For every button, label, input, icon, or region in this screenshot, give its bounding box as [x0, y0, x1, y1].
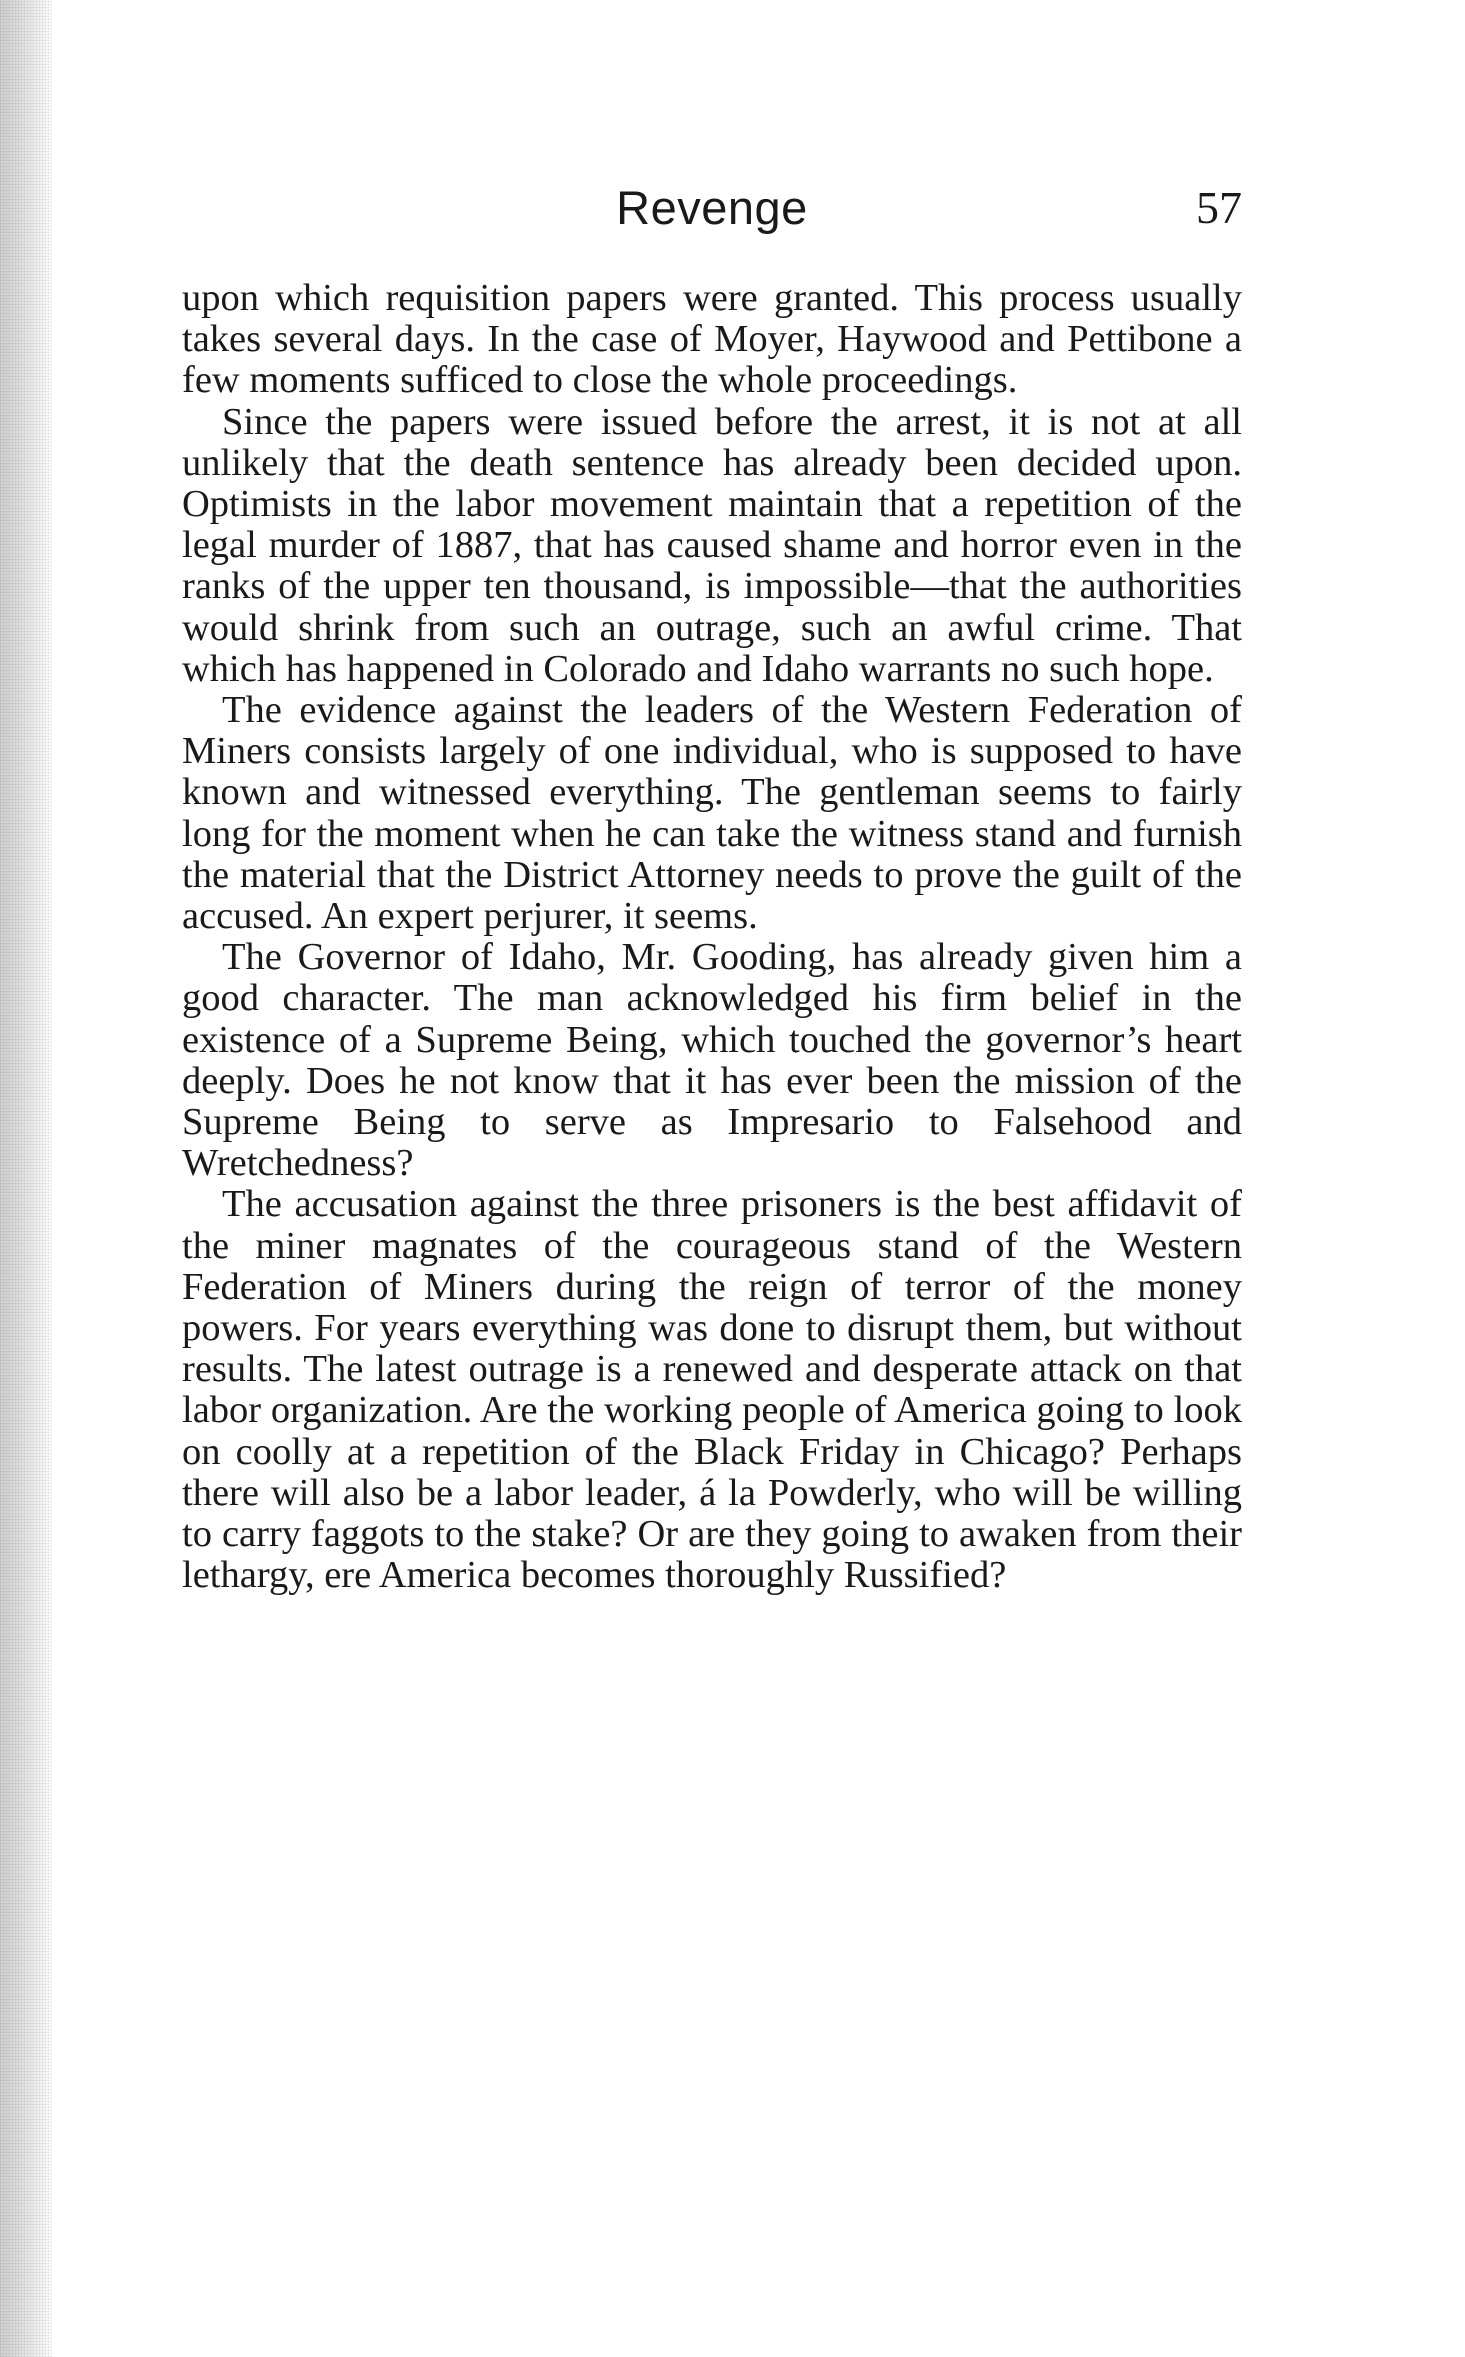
- running-title: Revenge: [616, 181, 808, 234]
- paragraph: The Governor of Idaho, Mr. Gooding, has already given him a good character. The man acknowledged his firm belief in the existence of a Supreme Being, which touched the governor’s heart deeply. Does he not know that it has ever been the mission of the Supreme Being to serve as Impresario to Falsehood and Wretchedness?: [182, 936, 1242, 1185]
- paragraph: The accusation against the three prisoners is the best affidavit of the miner magnates of the courageous stand of the Western Federation of Miners during the reign of terror of the money powers. For years everything was done to disrupt them, but without results. The latest outrage is a renewed and desperate attack on that labor organization. Are the working people of America going to look on coolly at a repetition of the Black Friday in Chicago? Perhaps there will also be a labor leader, á la Powderly, who will be willing to carry faggots to the stake? Or are they going to awaken from their lethargy, ere America becomes thoroughly Russified?: [182, 1183, 1242, 1597]
- page-number: 57: [1196, 182, 1242, 233]
- body-text: [182, 278, 1242, 1597]
- paragraph: The evidence against the leaders of the Western Federation of Miners consists largely of one individual, who is supposed to have known and witnessed everything. The gentleman seems to fairly long for the moment when he can take the witness stand and furnish the material that the District Attorney needs to prove the guilt of the accused. An expert perjurer, it seems.: [182, 689, 1242, 938]
- paragraph: Since the papers were issued before the arrest, it is not at all unlikely that the death sentence has already been decided upon. Optimists in the labor movement maintain that a repetition of the legal murder of 1887, that has caused shame and horror even in the ranks of the upper ten thousand, is impossible—that the authorities would shrink from such an outrage, such an awful crime. That which has happened in Colorado and Idaho warrants no such hope.: [182, 400, 1242, 690]
- scan-gutter-shadow: [0, 0, 52, 2357]
- running-head: [182, 178, 1242, 248]
- paragraph-continuation: upon which requisition papers were granted. This process usually takes several days. In the case of Moyer, Haywood and Pettibone a few moments sufficed to close the whole proceedings.: [182, 277, 1242, 402]
